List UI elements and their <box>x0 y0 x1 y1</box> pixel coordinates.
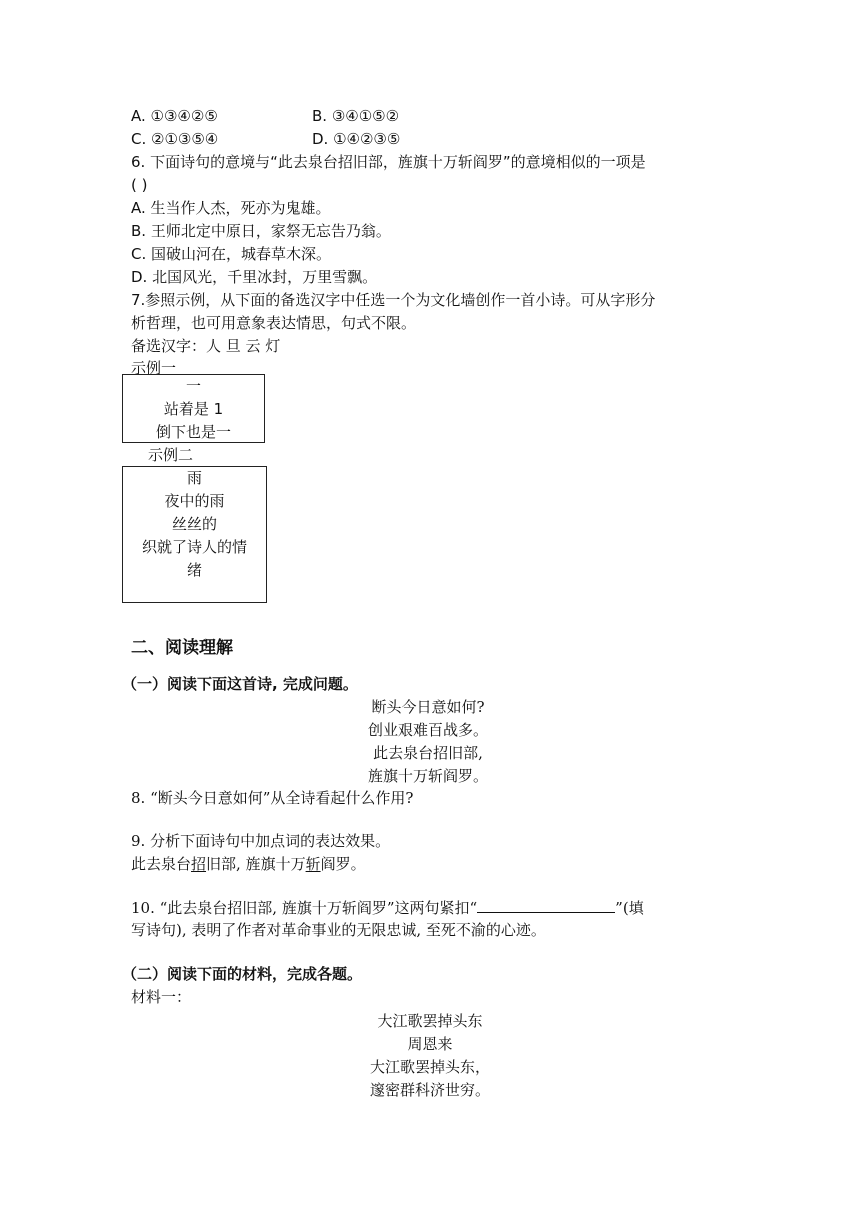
q6-option-c: C. 国破山河在，城春草木深。 <box>131 245 332 263</box>
example2-label: 示例二 <box>148 446 194 464</box>
example1-line: 一 <box>185 377 201 395</box>
material1-poem-line: 大江歌罢掉头东， <box>369 1058 490 1076</box>
q10-line1 <box>131 896 644 920</box>
q8-text: 8. “断头今日意如何”从全诗看起什么作用? <box>131 789 414 807</box>
example2-line: 织就了诗人的情 <box>141 538 247 556</box>
example2-line: 夜中的雨 <box>164 492 225 510</box>
q7-stem-line2: 析哲理，也可用意象表达情思，句式不限。 <box>131 314 417 332</box>
example2-line: 绪 <box>186 561 202 579</box>
example1-box <box>122 374 265 443</box>
q9-dotted-word-zhao: 招 <box>191 855 207 873</box>
option-q5-b: B. ③④①⑤② <box>312 107 400 125</box>
q10-answer-blank[interactable] <box>477 896 615 913</box>
q7-stem-line1: 7.参照示例，从下面的备选汉字中任选一个为文化墙创作一首小诗。可从字形分 <box>131 291 656 309</box>
option-q5-a: A. ①③④②⑤ <box>131 107 218 125</box>
example2-line: 雨 <box>186 469 202 487</box>
poem-line: 断头今日意如何? <box>371 698 485 716</box>
example1-label: 示例一 <box>131 359 177 377</box>
part2-title: （二）阅读下面的材料，完成各题。 <box>122 965 363 983</box>
section-title: 二、阅读理解 <box>131 638 233 658</box>
q10-text-part1: 10. “此去泉台招旧部, 旌旗十万斩阎罗”这两句紧扣“ <box>131 899 478 917</box>
material1-poem-title: 大江歌罢掉头东 <box>377 1012 483 1030</box>
part1-title: （一）阅读下面这首诗, 完成问题。 <box>122 675 358 693</box>
material1-label: 材料一： <box>131 988 192 1006</box>
example1-line: 站着是 1 <box>163 400 224 418</box>
material1-poem-line: 邃密群科济世穷。 <box>369 1081 490 1099</box>
q9-poem-line <box>131 853 366 876</box>
q9-text-c: 阎罗。 <box>320 855 366 873</box>
poem-line: 创业艰难百战多。 <box>367 721 488 739</box>
q10-text-part2: ”(填 <box>615 899 644 917</box>
q9-text-a: 此去泉台 <box>131 855 192 873</box>
q10-line2: 写诗句), 表明了作者对革命事业的无限忠诚, 至死不渝的心迹。 <box>131 921 546 939</box>
poem-line: 旌旗十万斩阎罗。 <box>367 767 488 785</box>
q9-text-b: 旧部, 旌旗十万 <box>206 855 306 873</box>
example2-line: 丝丝的 <box>171 515 217 533</box>
q7-candidate-chars: 备选汉字：人 旦 云 灯 <box>131 337 281 355</box>
q6-option-b: B. 王师北定中原日，家祭无忘告乃翁。 <box>131 222 391 240</box>
q9-stem: 9. 分析下面诗句中加点词的表达效果。 <box>131 832 391 850</box>
q6-option-a: A. 生当作人杰，死亦为鬼雄。 <box>131 199 331 217</box>
option-q5-d: D. ①④②③⑤ <box>312 130 401 148</box>
q6-option-d: D. 北国风光，千里冰封，万里雪飘。 <box>131 268 378 286</box>
poem-line: 此去泉台招旧部, <box>373 744 483 762</box>
example2-box <box>122 466 267 603</box>
material1-author: 周恩来 <box>407 1035 453 1053</box>
example1-line: 倒下也是一 <box>155 423 231 441</box>
q6-answer-paren: ( ) <box>131 176 148 194</box>
q9-dotted-word-zhan: 斩 <box>305 855 321 873</box>
option-q5-c: C. ②①③⑤④ <box>131 130 219 148</box>
q6-stem: 6. 下面诗句的意境与“此去泉台招旧部，旌旗十万斩阎罗”的意境相似的一项是 <box>131 153 646 171</box>
